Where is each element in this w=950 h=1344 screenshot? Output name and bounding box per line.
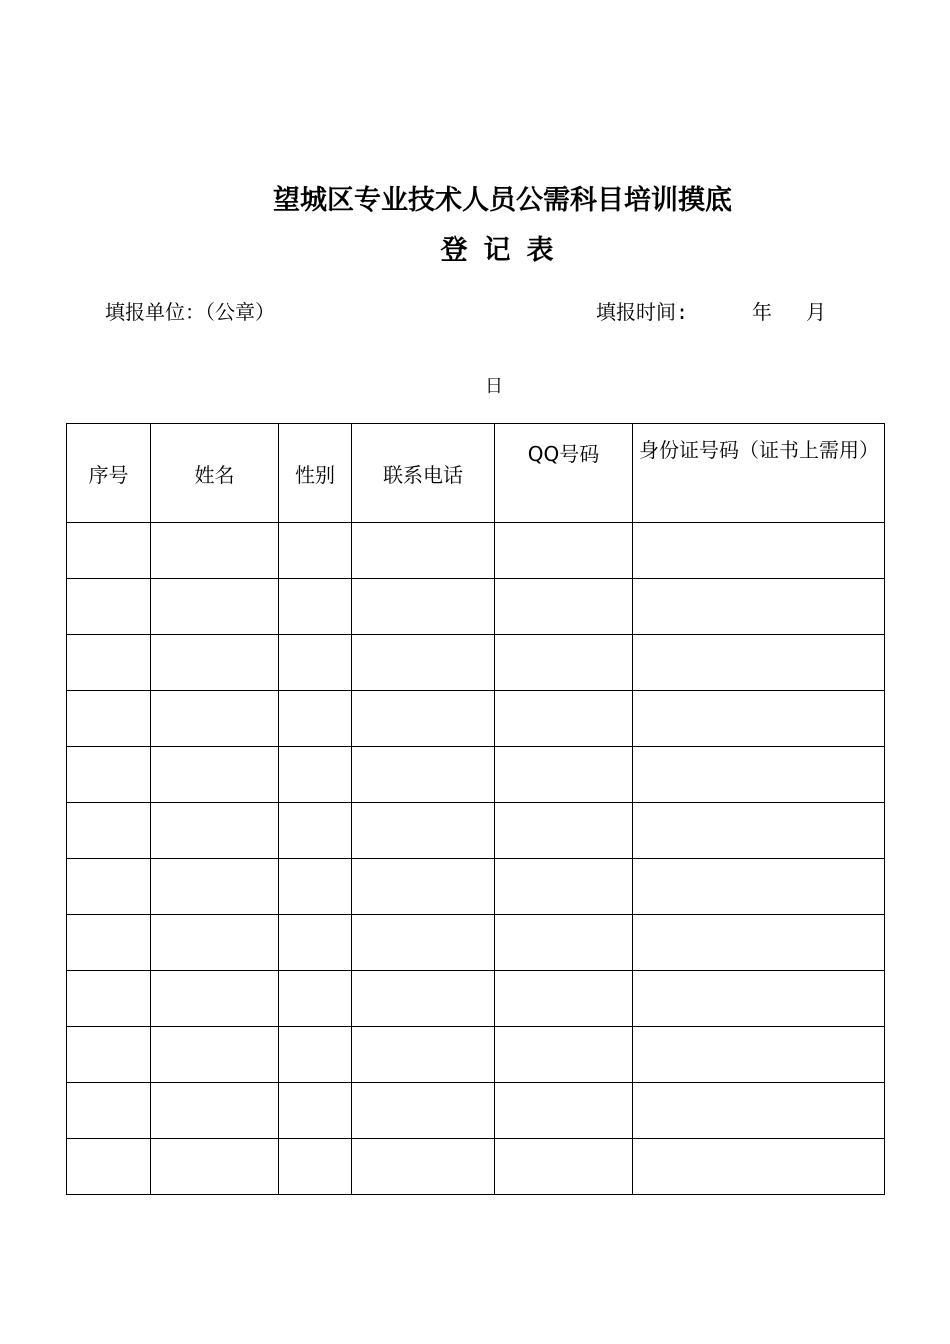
column-header-id-number-label: 身份证号码（证书上需用）: [639, 438, 879, 462]
table-cell[interactable]: [495, 635, 633, 691]
table-cell[interactable]: [151, 971, 279, 1027]
table-cell[interactable]: [279, 691, 352, 747]
table-cell[interactable]: [495, 579, 633, 635]
column-header-serial: 序号: [67, 424, 151, 523]
table-cell[interactable]: [279, 1083, 352, 1139]
document-title: 望城区专业技术人员公需科目培训摸底: [273, 185, 732, 216]
table-cell[interactable]: [633, 691, 885, 747]
table-cell[interactable]: [279, 859, 352, 915]
table-cell[interactable]: [67, 803, 151, 859]
table-cell[interactable]: [495, 803, 633, 859]
table-cell[interactable]: [633, 579, 885, 635]
table-cell[interactable]: [633, 971, 885, 1027]
table-cell[interactable]: [279, 1027, 352, 1083]
table-cell[interactable]: [633, 803, 885, 859]
table-cell[interactable]: [151, 915, 279, 971]
table-cell[interactable]: [633, 859, 885, 915]
table-cell[interactable]: [495, 1139, 633, 1195]
day-label: 日: [485, 376, 503, 397]
table-cell[interactable]: [352, 523, 495, 579]
table-cell[interactable]: [352, 635, 495, 691]
column-header-id-number: [633, 424, 885, 523]
table-cell[interactable]: [633, 747, 885, 803]
table-cell[interactable]: [352, 1139, 495, 1195]
month-label: 月: [806, 300, 826, 324]
table-row: [67, 747, 885, 803]
table-row: [67, 635, 885, 691]
table-row: [67, 915, 885, 971]
column-header-phone: 联系电话: [352, 424, 495, 523]
table-cell[interactable]: [352, 1083, 495, 1139]
table-row: [67, 579, 885, 635]
table-cell[interactable]: [67, 747, 151, 803]
column-header-qq-label: QQ号码: [527, 442, 600, 466]
table-cell[interactable]: [495, 1083, 633, 1139]
table-row: [67, 691, 885, 747]
table-cell[interactable]: [151, 859, 279, 915]
table-cell[interactable]: [495, 859, 633, 915]
table-row: [67, 971, 885, 1027]
table-cell[interactable]: [352, 1027, 495, 1083]
registration-table: [66, 423, 885, 1195]
table-cell[interactable]: [151, 579, 279, 635]
table-cell[interactable]: [633, 1139, 885, 1195]
table-row: [67, 1027, 885, 1083]
table-cell[interactable]: [151, 523, 279, 579]
document-subtitle: 登记表: [440, 235, 570, 266]
table-cell[interactable]: [151, 1027, 279, 1083]
column-header-qq: [495, 424, 633, 523]
table-cell[interactable]: [67, 635, 151, 691]
table-cell[interactable]: [67, 523, 151, 579]
table-row: [67, 859, 885, 915]
table-cell[interactable]: [352, 579, 495, 635]
year-label: 年: [752, 300, 772, 324]
table-cell[interactable]: [633, 1083, 885, 1139]
column-header-name: 姓名: [151, 424, 279, 523]
table-cell[interactable]: [279, 635, 352, 691]
table-cell[interactable]: [279, 579, 352, 635]
table-cell[interactable]: [151, 747, 279, 803]
table-row: [67, 1083, 885, 1139]
table-cell[interactable]: [67, 1139, 151, 1195]
table-cell[interactable]: [67, 859, 151, 915]
table-cell[interactable]: [352, 971, 495, 1027]
table-cell[interactable]: [352, 691, 495, 747]
table-cell[interactable]: [495, 691, 633, 747]
table-cell[interactable]: [633, 635, 885, 691]
table-cell[interactable]: [279, 971, 352, 1027]
table-cell[interactable]: [352, 915, 495, 971]
table-cell[interactable]: [495, 1027, 633, 1083]
table-cell[interactable]: [151, 635, 279, 691]
table-cell[interactable]: [279, 1139, 352, 1195]
table-cell[interactable]: [495, 971, 633, 1027]
table-cell[interactable]: [279, 747, 352, 803]
table-cell[interactable]: [279, 523, 352, 579]
table-cell[interactable]: [67, 691, 151, 747]
table-cell[interactable]: [633, 523, 885, 579]
table-cell[interactable]: [151, 691, 279, 747]
table-cell[interactable]: [151, 803, 279, 859]
table-cell[interactable]: [633, 1027, 885, 1083]
table-cell[interactable]: [495, 523, 633, 579]
column-header-gender: 性别: [279, 424, 352, 523]
table-cell[interactable]: [352, 859, 495, 915]
table-cell[interactable]: [279, 803, 352, 859]
reporting-time-label: 填报时间:: [596, 300, 689, 324]
table-cell[interactable]: [279, 915, 352, 971]
table-cell[interactable]: [67, 971, 151, 1027]
table-cell[interactable]: [633, 915, 885, 971]
table-cell[interactable]: [495, 915, 633, 971]
table-header-row: [67, 424, 885, 523]
table-cell[interactable]: [67, 915, 151, 971]
table-cell[interactable]: [352, 803, 495, 859]
table-cell[interactable]: [352, 747, 495, 803]
table-cell[interactable]: [67, 1083, 151, 1139]
table-row: [67, 523, 885, 579]
table-cell[interactable]: [67, 579, 151, 635]
table-cell[interactable]: [151, 1139, 279, 1195]
table-row: [67, 803, 885, 859]
table-cell[interactable]: [151, 1083, 279, 1139]
reporting-unit-label: 填报单位：（公章）: [105, 300, 275, 324]
table-cell[interactable]: [67, 1027, 151, 1083]
table-cell[interactable]: [495, 747, 633, 803]
table-row: [67, 1139, 885, 1195]
